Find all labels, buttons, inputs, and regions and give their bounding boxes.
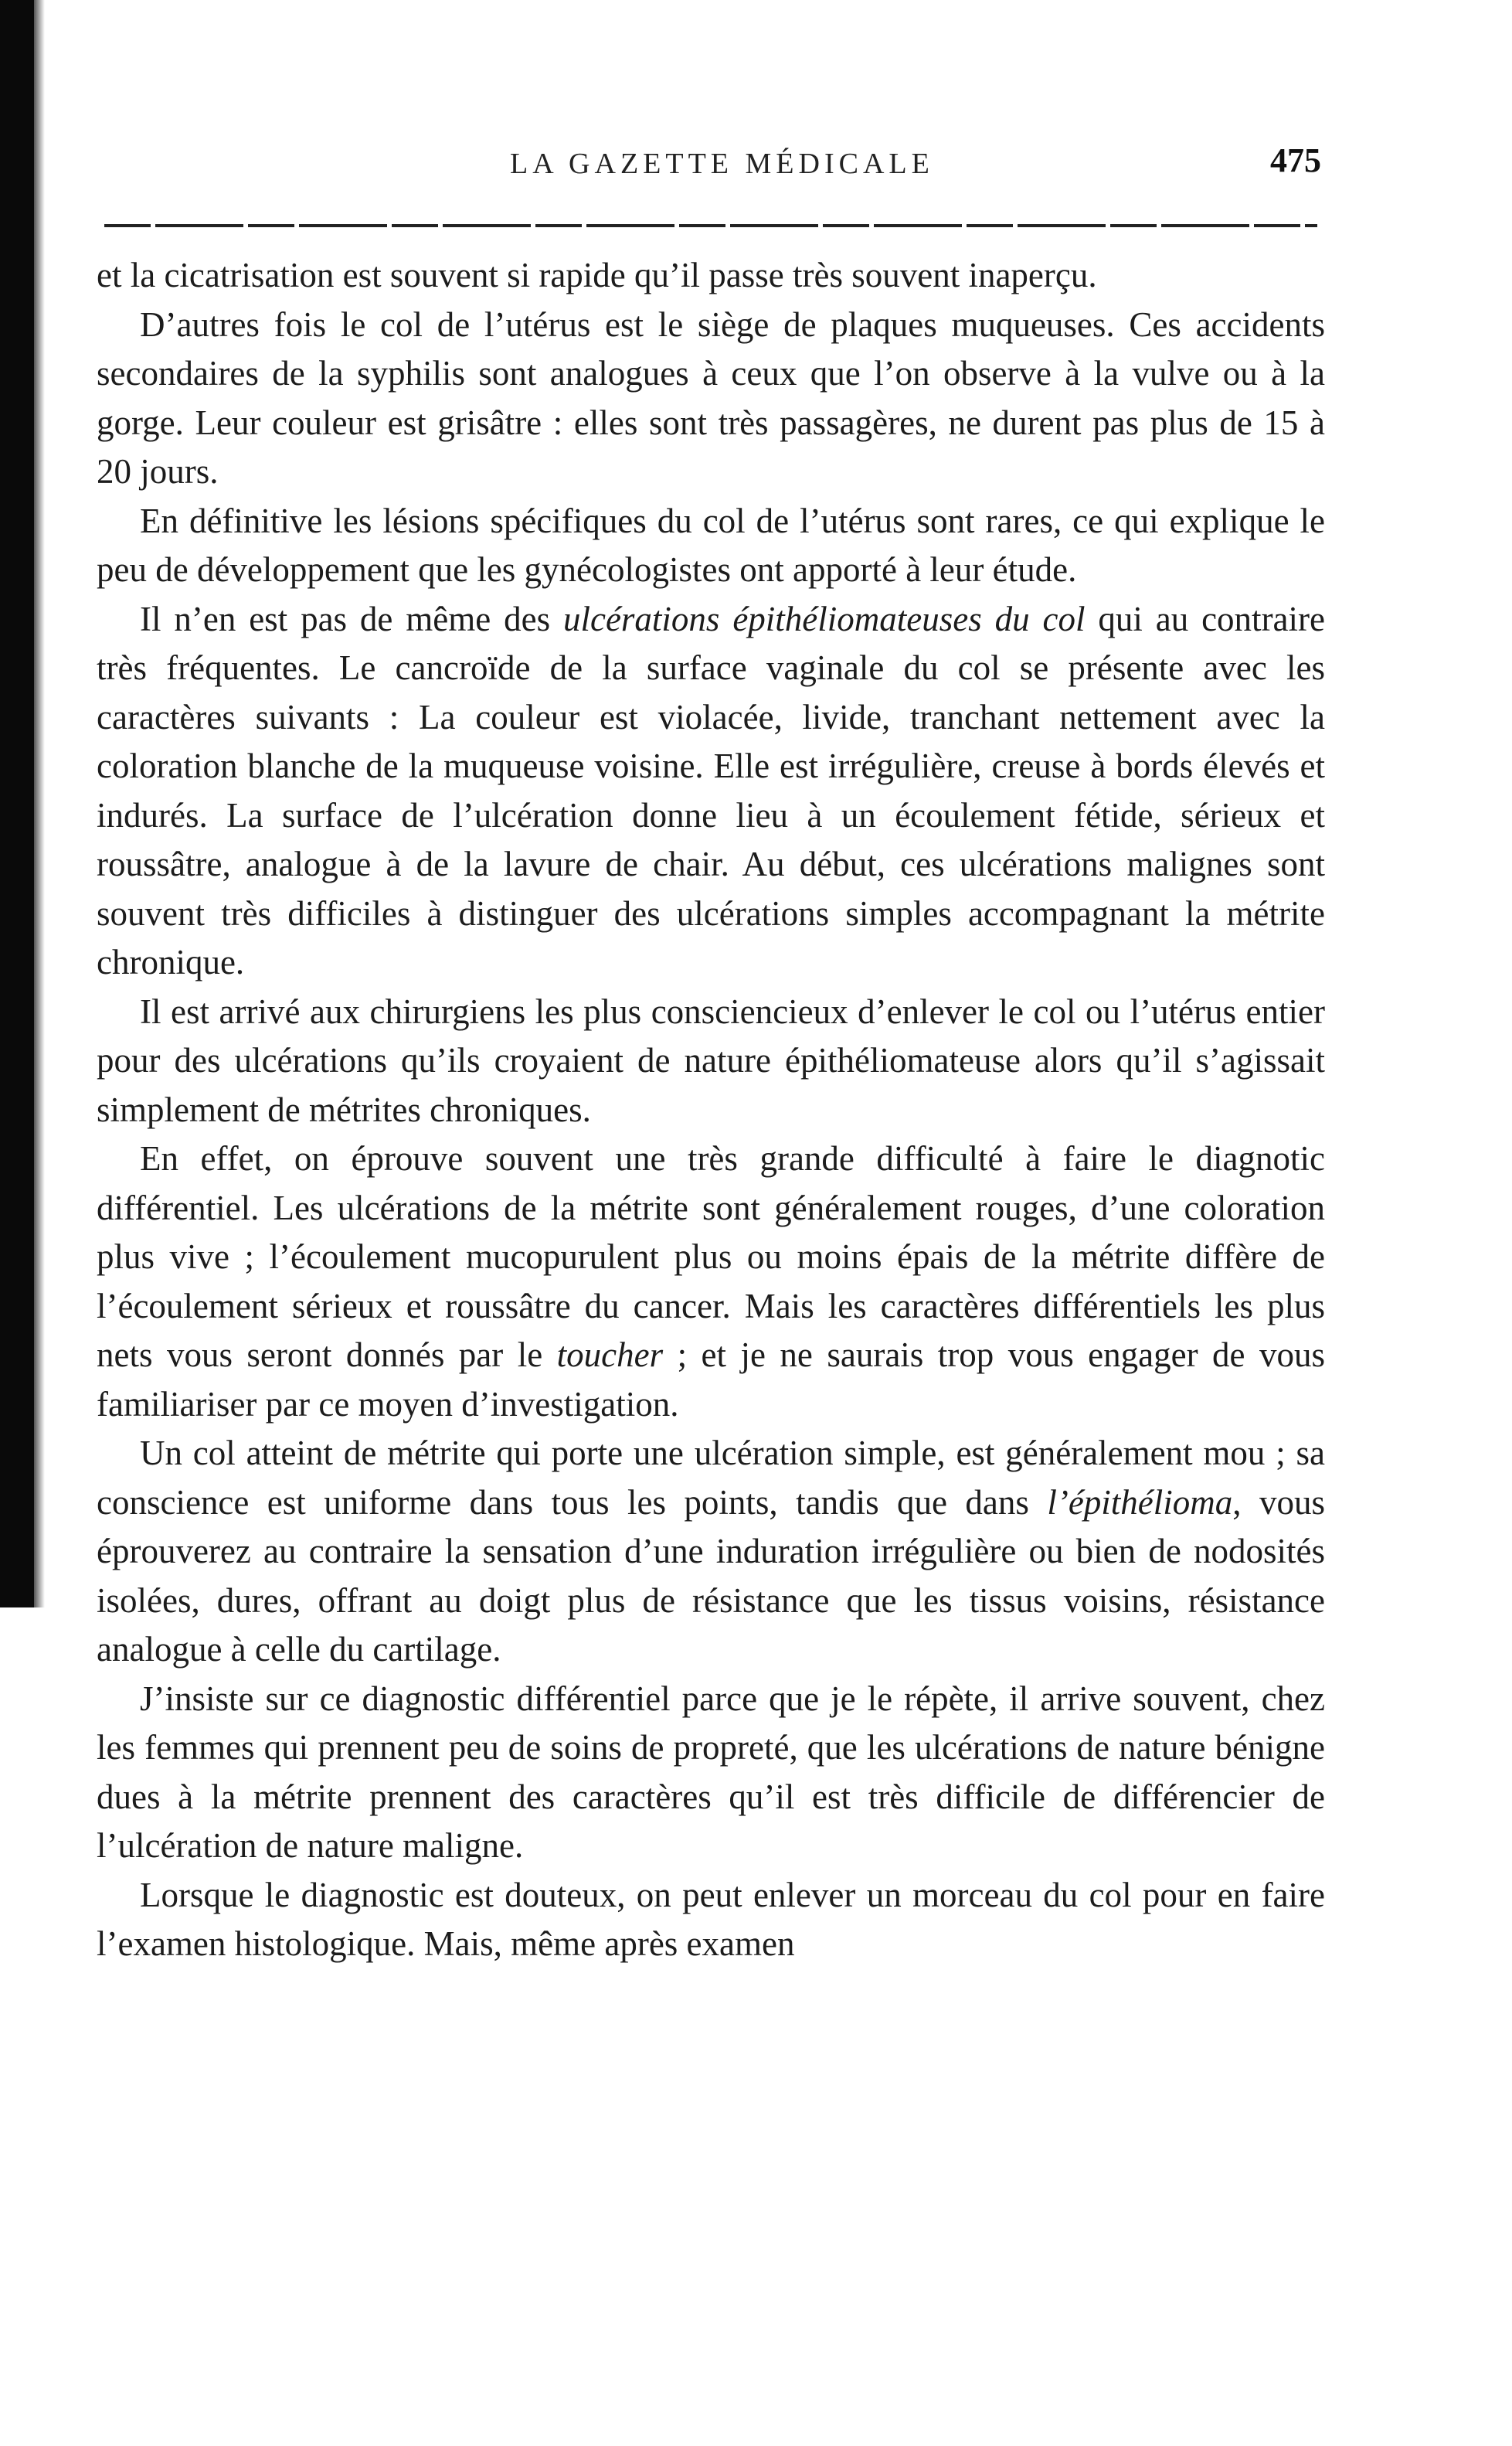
paragraph-6-text-b: ; et je ne saurais trop vous engager de vous familiariser par ce moyen d’investigation. [97,1335,1325,1424]
scan-binding-edge [0,0,34,1607]
paragraph-5: Il est arrivé aux chirurgiens les plus consciencieux d’enlever le col ou l’utérus entier pour des ulcérations qu’ils croyaient de nature épithéliomateuse alors qu’il s’agissait simplement de métrites chroniques. [97,992,1325,1129]
paragraph-1: et la cicatrisation est souvent si rapide qu’il passe très souvent inaperçu. [97,256,1097,294]
paragraph-4-text-a: Il n’en est pas de même des [140,599,563,638]
running-title: LA GAZETTE MÉDICALE [510,148,934,180]
paragraph-4 [97,595,1325,988]
paragraph-8: J’insiste sur ce diagnostic différentiel parce que je le répète, il arrive souvent, chez les femmes qui prennent peu de soins de propreté, que les ulcérations de nature bénigne dues à la métrite prennent des caractères qu’il est très difficile de différencier de l’ulcération de nature maligne. [97,1679,1325,1865]
header-rule [104,224,1317,227]
paragraph-7-text-b: , vous éprouverez au contraire la sensation d’une induration irrégulière ou bien de nodosités isolées, dures, offrant au doigt plus de résistance que les tissus voisins, résistance analogue à celle du cartilage. [97,1482,1325,1669]
paragraph-6 [97,1135,1325,1429]
paragraph-3: En définitive les lésions spécifiques du col de l’utérus sont rares, ce qui explique le peu de développement que les gynécologistes ont apporté à leur étude. [97,501,1325,589]
paragraph-9: Lorsque le diagnostic est douteux, on peut enlever un morceau du col pour en faire l’examen histologique. Mais, même après examen [97,1875,1325,1963]
page-header [100,141,1321,201]
page-number: 475 [1270,141,1321,179]
body-text [97,251,1325,1969]
paragraph-4-italic: ulcérations épithéliomateuses du col [562,599,1086,638]
paragraph-2: D’autres fois le col de l’utérus est le siège de plaques muqueuses. Ces accidents secondaires de la syphilis sont analogues à ceux que l’on observe à la vulve ou à la gorge. Leur couleur est grisâtre : elles sont très passagères, ne durent pas plus de 15 à 20 jours. [97,304,1325,491]
paragraph-7 [97,1429,1325,1675]
paragraph-6-italic: toucher [556,1335,664,1374]
paragraph-7-italic: l’épithélioma [1047,1482,1233,1522]
scan-binding-shadow [34,0,45,1607]
paragraph-7-text-a: Un col atteint de métrite qui porte une ulcération simple, est généralement mou ; sa conscience est uniforme dans tous les points, tandis que dans [97,1434,1325,1522]
paragraph-4-text-b: qui au contraire très fréquentes. Le cancroïde de la surface vaginale du col se présente avec les caractères suivants : La couleur est violacée, livide, tranchant nettement avec la coloration blanche de la muqueuse voisine. Elle est irrégulière, creuse à bords élevés et indurés. La surface de l’ulcération donne lieu à un écoulement fétide, sérieux et roussâtre, analogue à de la lavure de chair. Au début, ces ulcérations malignes sont souvent très difficiles à distinguer des ulcérations simples accompagnant la métrite chronique. [97,599,1325,981]
paragraph-6-text-a: En effet, on éprouve souvent une très grande difficulté à faire le diagnotic différentiel. Les ulcérations de la métrite sont généralement rouges, d’une coloration plus vive ; l’écoulement mucopurulent plus ou moins épais de la métrite diffère de l’écoulement sérieux et roussâtre du cancer. Mais les caractères différentiels les plus nets vous seront donnés par le [97,1139,1325,1374]
